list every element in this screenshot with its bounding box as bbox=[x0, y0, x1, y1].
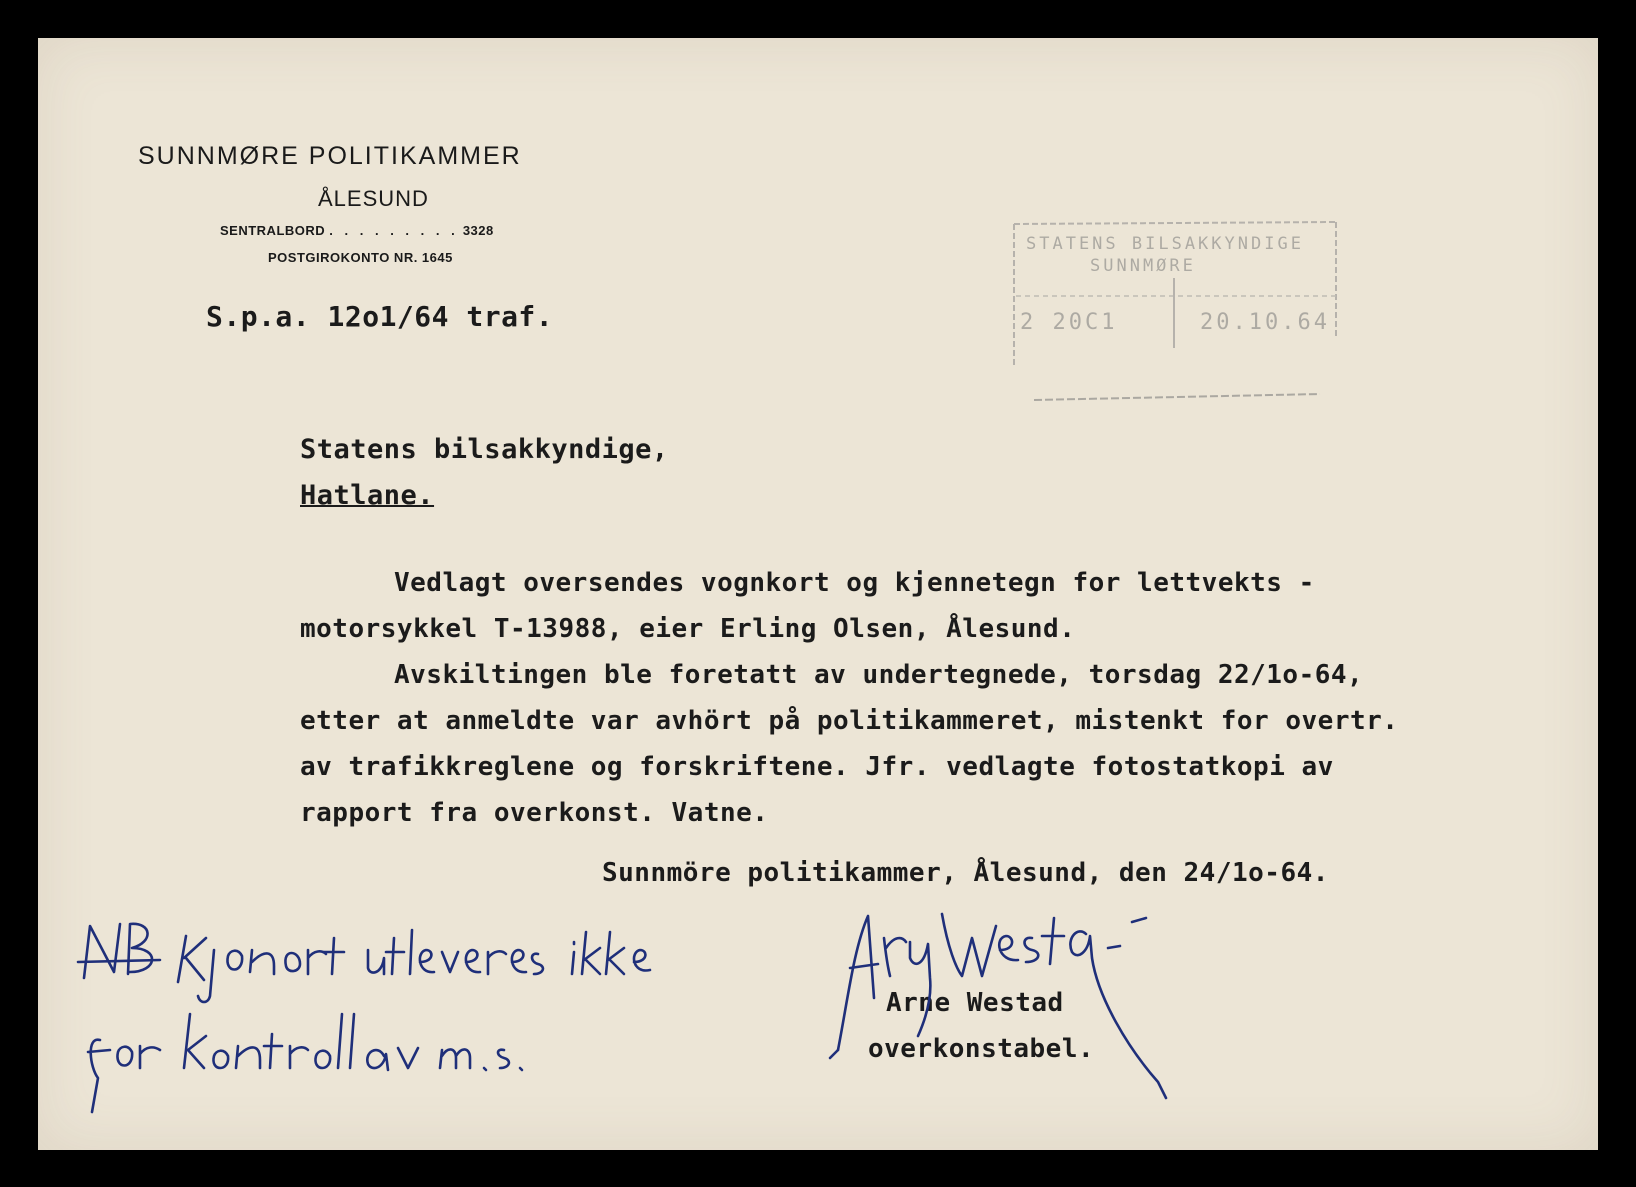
body-line: rapport fra overkonst. Vatne. bbox=[300, 798, 769, 828]
body-line: Vedlagt oversendes vognkort og kjennetegn for lettvekts - bbox=[394, 568, 1315, 598]
switchboard-number: 3328 bbox=[462, 223, 494, 238]
reference-number: S.p.a. 12o1/64 traf. bbox=[206, 300, 554, 333]
closing-line: Sunnmöre politikammer, Ålesund, den 24/1o-64. bbox=[602, 858, 1329, 888]
stamp-date-right: 20.10.64 bbox=[1200, 310, 1330, 335]
received-stamp bbox=[1010, 218, 1342, 366]
switchboard-dots: . . . . . . . . . bbox=[329, 223, 459, 238]
letter-page bbox=[38, 38, 1598, 1150]
switchboard-label: SENTRALBORD bbox=[220, 223, 326, 238]
letterhead-switchboard bbox=[220, 223, 494, 238]
body-line: Avskiltingen ble foretatt av undertegnede, torsdag 22/1o-64, bbox=[394, 660, 1364, 690]
stamp-line2: SUNNMØRE bbox=[1090, 256, 1196, 276]
letterhead-giro: POSTGIROKONTO NR. 1645 bbox=[268, 250, 453, 265]
letterhead-title: SUNNMØRE POLITIKAMMER bbox=[138, 142, 522, 170]
recipient-line2: Hatlane. bbox=[300, 480, 435, 511]
recipient-line1: Statens bilsakkyndige, bbox=[300, 434, 669, 465]
letterhead-city: ÅLESUND bbox=[318, 186, 429, 211]
body-line: motorsykkel T-13988, eier Erling Olsen, Ålesund. bbox=[300, 614, 1076, 644]
signer-title: overkonstabel. bbox=[868, 1034, 1095, 1064]
body-line: av trafikkreglene og forskriftene. Jfr. vedlagte fotostatkopi av bbox=[300, 752, 1334, 782]
stamp-date-left: 2 20C1 bbox=[1020, 310, 1118, 335]
stamp-line1: STATENS BILSAKKYNDIGE bbox=[1026, 234, 1304, 254]
body-line: etter at anmeldte var avhört på politikammeret, mistenkt for overtr. bbox=[300, 706, 1399, 736]
signer-name: Arne Westad bbox=[886, 988, 1064, 1018]
